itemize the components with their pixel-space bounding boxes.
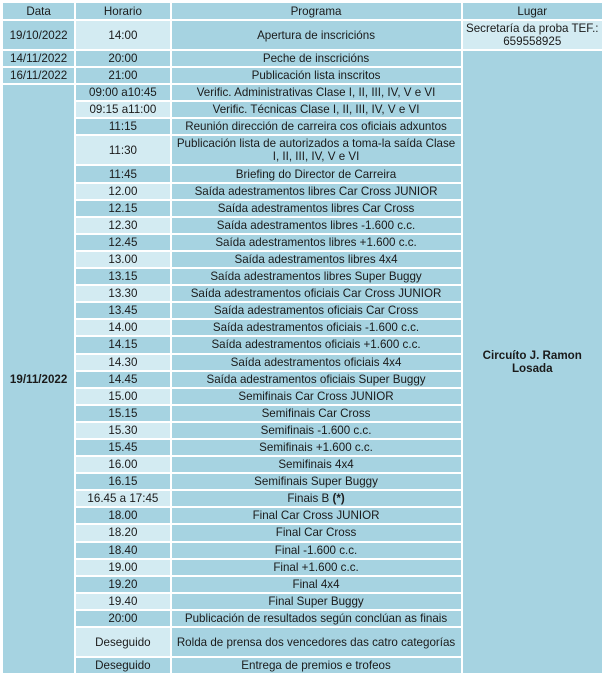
table-row bbox=[3, 21, 602, 49]
program-cell bbox=[172, 320, 461, 335]
time-cell: 12.30 bbox=[76, 218, 169, 233]
time-cell: 14.00 bbox=[76, 320, 169, 335]
table-row bbox=[3, 51, 602, 66]
program-cell bbox=[172, 543, 461, 558]
time-cell: 09:00 a10:45 bbox=[76, 85, 169, 100]
program-text: Publicación de resultados según conclúan as finais bbox=[184, 611, 448, 625]
program-text: Final Car Cross bbox=[275, 526, 357, 540]
time-cell: 20:00 bbox=[76, 51, 169, 66]
program-cell bbox=[172, 440, 461, 455]
time-cell: 19.40 bbox=[76, 594, 169, 609]
program-cell bbox=[172, 102, 461, 117]
time-cell: 15.15 bbox=[76, 406, 169, 421]
time-cell: 16.00 bbox=[76, 457, 169, 472]
time-cell: Deseguido bbox=[76, 658, 169, 673]
program-text: Semifinais -1.600 c.c. bbox=[260, 423, 372, 437]
time-cell: 18.20 bbox=[76, 525, 169, 540]
program-text: Verific. Técnicas Clase I, II, III, IV, V e VI bbox=[212, 103, 420, 117]
program-text: Saída adestramentos oficiais Car Cross bbox=[213, 304, 419, 318]
time-cell: 16.15 bbox=[76, 474, 169, 489]
program-cell bbox=[172, 337, 461, 352]
program-text: Briefing do Director de Carreira bbox=[235, 167, 397, 181]
time-cell: 13.45 bbox=[76, 303, 169, 318]
time-cell: 14.15 bbox=[76, 337, 169, 352]
program-text: Semifinais Car Cross JUNIOR bbox=[238, 389, 394, 403]
program-cell: Publicación lista inscritos bbox=[172, 68, 461, 83]
time-cell: 21:00 bbox=[76, 68, 169, 83]
place-cell: Secretaría da proba TEF.: 659558925 bbox=[463, 21, 602, 49]
program-cell bbox=[172, 525, 461, 540]
program-text: Entrega de premios e trofeos bbox=[241, 659, 391, 673]
program-text: Saída adestramentos libres Super Buggy bbox=[210, 270, 422, 284]
program-text: Saída adestramentos libres +1.600 c.c. bbox=[215, 235, 417, 249]
date-cell: 19/11/2022 bbox=[3, 85, 74, 673]
time-cell: 11:30 bbox=[76, 136, 169, 164]
program-cell bbox=[172, 474, 461, 489]
time-cell: 15.30 bbox=[76, 423, 169, 438]
program-text: Final Super Buggy bbox=[268, 594, 364, 608]
header-data: Data bbox=[3, 3, 74, 19]
program-text: Finais B bbox=[287, 492, 330, 506]
header-row bbox=[3, 3, 602, 19]
time-cell: 14:00 bbox=[76, 21, 169, 49]
time-cell: 13.30 bbox=[76, 286, 169, 301]
time-cell: 19.20 bbox=[76, 577, 169, 592]
time-cell: 18.00 bbox=[76, 508, 169, 523]
program-cell bbox=[172, 577, 461, 592]
program-cell bbox=[172, 166, 461, 181]
schedule-table bbox=[1, 1, 604, 675]
program-cell bbox=[172, 457, 461, 472]
program-text: Saída adestramentos oficiais -1.600 c.c. bbox=[212, 321, 420, 335]
program-cell bbox=[172, 491, 461, 506]
time-cell: Deseguido bbox=[76, 628, 169, 656]
program-cell: Apertura de inscricións bbox=[172, 21, 461, 49]
program-text: Semifinais 4x4 bbox=[278, 458, 354, 472]
program-text: Semifinais Car Cross bbox=[261, 406, 371, 420]
program-text: Saída adestramentos libres Car Cross bbox=[217, 201, 415, 215]
program-text: Saída adestramentos libres 4x4 bbox=[234, 252, 398, 266]
time-cell: 15.45 bbox=[76, 440, 169, 455]
program-cell bbox=[172, 252, 461, 267]
time-cell: 14.30 bbox=[76, 355, 169, 370]
program-text: Saída adestramentos oficiais Car Cross JUNIOR bbox=[190, 287, 442, 301]
program-text: Final Car Cross JUNIOR bbox=[252, 509, 380, 523]
program-cell bbox=[172, 218, 461, 233]
program-cell bbox=[172, 594, 461, 609]
time-cell: 13.00 bbox=[76, 252, 169, 267]
program-cell bbox=[172, 303, 461, 318]
time-cell: 13.15 bbox=[76, 269, 169, 284]
time-cell: 20:00 bbox=[76, 611, 169, 626]
program-cell bbox=[172, 355, 461, 370]
program-text: Rolda de prensa dos vencedores das catro categorías bbox=[176, 635, 456, 649]
time-cell: 18.40 bbox=[76, 543, 169, 558]
program-cell bbox=[172, 389, 461, 404]
program-text: Verific. Administrativas Clase I, II, III, IV, V e VI bbox=[196, 86, 436, 100]
place-cell: Circuíto J. Ramon Losada bbox=[463, 51, 602, 673]
time-cell: 12.15 bbox=[76, 201, 169, 216]
time-cell: 11:45 bbox=[76, 166, 169, 181]
program-cell bbox=[172, 269, 461, 284]
program-cell bbox=[172, 406, 461, 421]
program-text: Semifinais +1.600 c.c. bbox=[259, 441, 373, 455]
program-cell bbox=[172, 136, 461, 164]
program-cell bbox=[172, 628, 461, 656]
time-cell: 11:15 bbox=[76, 119, 169, 134]
date-cell: 19/10/2022 bbox=[3, 21, 74, 49]
time-cell: 12.45 bbox=[76, 235, 169, 250]
program-cell bbox=[172, 423, 461, 438]
program-text: Saída adestramentos oficiais Super Buggy bbox=[206, 372, 426, 386]
program-text: Saída adestramentos libres -1.600 c.c. bbox=[216, 218, 416, 232]
program-cell bbox=[172, 286, 461, 301]
time-cell: 16.45 a 17:45 bbox=[76, 491, 169, 506]
time-cell: 19.00 bbox=[76, 560, 169, 575]
program-text: Final 4x4 bbox=[292, 577, 340, 591]
program-cell bbox=[172, 508, 461, 523]
program-text: Reunión dirección de carreira cos oficiais adxuntos bbox=[185, 120, 447, 134]
program-cell bbox=[172, 372, 461, 387]
header-horario: Horario bbox=[76, 3, 169, 19]
program-text: Saída adestramentos oficiais +1.600 c.c. bbox=[211, 338, 421, 352]
time-cell: 09:15 a11:00 bbox=[76, 102, 169, 117]
program-cell bbox=[172, 611, 461, 626]
program-cell bbox=[172, 201, 461, 216]
program-cell: Peche de inscricións bbox=[172, 51, 461, 66]
date-cell: 14/11/2022 bbox=[3, 51, 74, 66]
program-text: Saída adestramentos oficiais 4x4 bbox=[230, 355, 402, 369]
program-text: Semifinais Super Buggy bbox=[254, 475, 378, 489]
header-programa: Programa bbox=[172, 3, 461, 19]
header-lugar: Lugar bbox=[463, 3, 602, 19]
program-note: (*) bbox=[332, 492, 345, 506]
program-cell bbox=[172, 560, 461, 575]
program-text: Final +1.600 c.c. bbox=[273, 560, 359, 574]
program-cell bbox=[172, 85, 461, 100]
program-cell bbox=[172, 119, 461, 134]
program-text: Saída adestramentos libres Car Cross JUNIOR bbox=[194, 184, 438, 198]
time-cell: 12.00 bbox=[76, 184, 169, 199]
date-cell: 16/11/2022 bbox=[3, 68, 74, 83]
program-text: Final -1.600 c.c. bbox=[274, 543, 358, 557]
program-cell bbox=[172, 235, 461, 250]
time-cell: 14.45 bbox=[76, 372, 169, 387]
program-cell bbox=[172, 658, 461, 673]
program-cell bbox=[172, 184, 461, 199]
program-text: Publicación lista de autorizados a toma-la saída Clase I, II, III, IV, V e VI bbox=[176, 137, 456, 164]
time-cell: 15.00 bbox=[76, 389, 169, 404]
